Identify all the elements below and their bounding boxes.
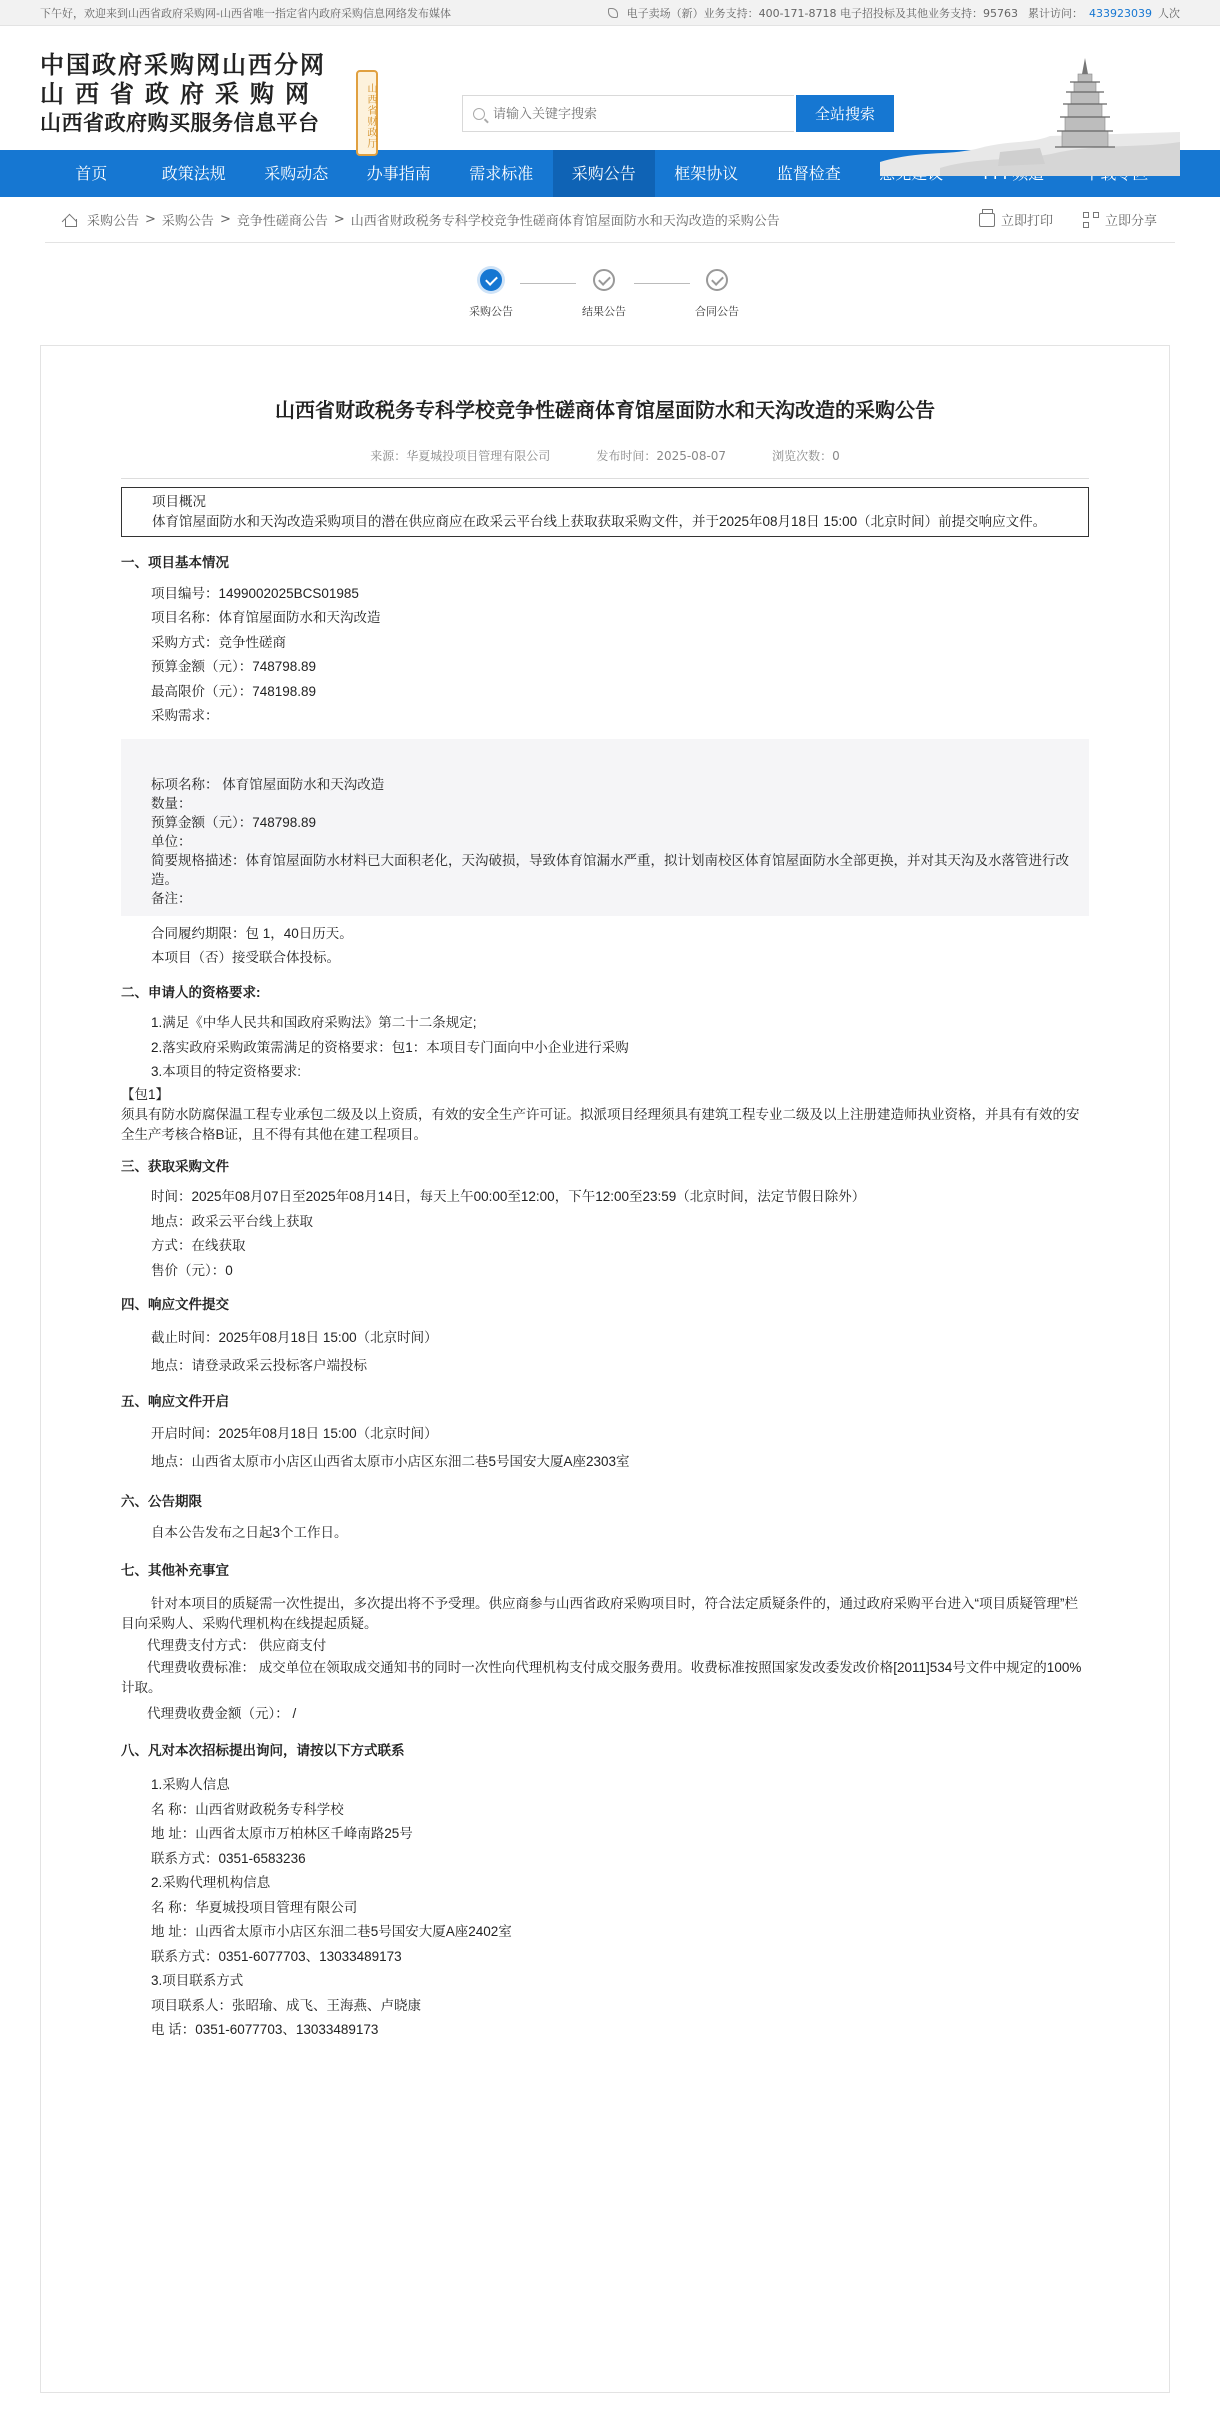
section-heading: 四、响应文件提交 bbox=[121, 1297, 229, 1312]
text-line: 联系方式：0351-6077703、13033489173 bbox=[151, 1948, 402, 1964]
section-heading: 五、响应文件开启 bbox=[121, 1393, 229, 1409]
print-button[interactable] bbox=[979, 210, 1053, 229]
text-line: 代理费支付方式： 供应商支付 bbox=[147, 1637, 327, 1653]
text-line: 名 称：山西省财政税务专科学校 bbox=[151, 1801, 344, 1817]
text-line: 1.采购人信息 bbox=[151, 1777, 230, 1792]
text-line: 名 称：华夏城投项目管理有限公司 bbox=[151, 1899, 358, 1915]
share-button[interactable] bbox=[1083, 210, 1157, 229]
text-line: 【包1】 bbox=[121, 1086, 170, 1102]
site-header bbox=[0, 26, 1220, 150]
text-line: 电 话：0351-6077703、13033489173 bbox=[151, 2022, 379, 2037]
step-purchase-notice[interactable] bbox=[451, 269, 531, 319]
nav-item-policy[interactable]: 政策法规 bbox=[161, 164, 226, 183]
text-line: 时间：2025年08月07日至2025年08月14日，每天上午00:00至12:00，下午12:00至23:59（北京时间，法定节假日除外） bbox=[151, 1189, 866, 1204]
check-circle-icon bbox=[706, 269, 728, 291]
printer-icon bbox=[979, 213, 995, 227]
step-contract-notice[interactable] bbox=[677, 269, 757, 319]
check-circle-icon bbox=[593, 269, 615, 291]
step-label: 合同公告 bbox=[695, 305, 739, 318]
text-line: 售价（元）：0 bbox=[151, 1262, 233, 1278]
print-label: 立即打印 bbox=[1000, 214, 1053, 229]
text-line: 预算金额（元）：748798.89 bbox=[151, 814, 317, 830]
search-box bbox=[462, 95, 794, 132]
step-label: 结果公告 bbox=[582, 305, 626, 318]
step-result-notice[interactable] bbox=[564, 269, 644, 319]
text-paragraph: 代理费收费标准： 成交单位在领取成交通知书的同时一次性向代理机构支付成交服务费用。收费标准按照国家发改委发改价格[2011]534号文件中规定的100%计取。 bbox=[121, 1660, 1082, 1695]
text-line: 代理费收费金额（元）： / bbox=[147, 1706, 297, 1721]
share-label: 立即分享 bbox=[1104, 214, 1157, 229]
notice-views: 浏览次数：0 bbox=[772, 449, 840, 463]
text-line: 简要规格描述：体育馆屋面防水材料已大面积老化，天沟破损，导致体育馆漏水严重，拟计划南校区体育馆屋面防水全部更换，并对其天沟及水落管进行改造。 bbox=[151, 852, 1069, 887]
qr-code-icon bbox=[1083, 212, 1099, 228]
visits-label: 累计访问： bbox=[1028, 7, 1083, 20]
section-heading: 二、申请人的资格要求: bbox=[121, 984, 261, 1000]
text-paragraph: 针对本项目的质疑需一次性提出，多次提出将不予受理。供应商参与山西省政府采购项目时，符合法定质疑条件的，通过政府采购平台进入“项目质疑管理”栏目向采购人、采购代理机构在线提起质疑。 bbox=[121, 1595, 1078, 1631]
text-line: 联系方式：0351-6583236 bbox=[151, 1850, 306, 1866]
breadcrumb-item[interactable]: 采购公告 bbox=[87, 214, 140, 229]
site-logo[interactable] bbox=[40, 50, 380, 137]
section-heading: 七、其他补充事宜 bbox=[121, 1563, 229, 1578]
nav-item-home[interactable]: 首页 bbox=[75, 164, 108, 183]
nav-item-standards[interactable]: 需求标准 bbox=[469, 164, 534, 183]
notice-date: 发布时间：2025-08-07 bbox=[596, 449, 727, 463]
text-line: 1.满足《中华人民共和国政府采购法》第二十二条规定; bbox=[151, 1015, 477, 1030]
section-heading: 三、获取采购文件 bbox=[121, 1158, 229, 1174]
breadcrumb-item[interactable]: 竞争性磋商公告 bbox=[236, 214, 328, 229]
breadcrumb-item[interactable]: 采购公告 bbox=[161, 214, 214, 229]
top-bar bbox=[0, 0, 1220, 26]
hotline-text: 电子卖场（新）业务支持：400-171-8718 电子招投标及其他业务支持：95763 bbox=[626, 7, 1018, 20]
overview-text: 体育馆屋面防水和天沟改造采购项目的潜在供应商应在政采云平台线上获取获取采购文件，并于2025年08月18日 15:00（北京时间）前提交响应文件。 bbox=[152, 514, 1047, 529]
finance-dept-seal: 山西省财政厅 bbox=[356, 70, 378, 156]
text-line: 地 址：山西省太原市小店区东沺二巷5号国安大厦A座2402室 bbox=[151, 1924, 512, 1939]
breadcrumb-separator: > bbox=[145, 212, 156, 227]
text-line: 单位： bbox=[151, 833, 192, 849]
visits-count: 433923039 bbox=[1089, 6, 1152, 20]
text-line: 数量： bbox=[151, 795, 192, 811]
project-overview-box bbox=[121, 487, 1089, 537]
notice-progress-steps bbox=[0, 243, 1220, 343]
section-heading: 一、项目基本情况 bbox=[121, 555, 229, 570]
text-line: 地 址：山西省太原市万柏林区千峰南路25号 bbox=[151, 1826, 413, 1841]
nav-item-framework[interactable]: 框架协议 bbox=[674, 164, 739, 183]
nav-item-guide[interactable]: 办事指南 bbox=[366, 164, 431, 183]
welcome-text: 下午好，欢迎来到山西省政府采购网-山西省唯一指定省内政府采购信息网络发布媒体 bbox=[40, 7, 451, 20]
text-line: 自本公告发布之日起3个工作日。 bbox=[151, 1524, 348, 1540]
text-line: 本项目（否）接受联合体投标。 bbox=[151, 950, 340, 965]
text-line: 采购方式：竞争性磋商 bbox=[151, 634, 286, 650]
text-line: 合同履约期限：包 1，40日历天。 bbox=[151, 925, 353, 941]
text-line: 截止时间：2025年08月18日 15:00（北京时间） bbox=[151, 1329, 438, 1345]
overview-heading: 项目概况 bbox=[152, 494, 206, 509]
text-line: 方式：在线获取 bbox=[151, 1238, 246, 1253]
text-line: 地点：山西省太原市小店区山西省太原市小店区东沺二巷5号国安大厦A座2303室 bbox=[151, 1454, 630, 1469]
text-line: 地点：请登录政采云投标客户端投标 bbox=[151, 1357, 367, 1373]
visits-unit: 人次 bbox=[1158, 7, 1180, 20]
text-line: 地点：政采云平台线上获取 bbox=[151, 1213, 313, 1229]
notice-title: 山西省财政税务专科学校竞争性磋商体育馆屋面防水和天沟改造的采购公告 bbox=[275, 398, 935, 422]
section-heading: 六、公告期限 bbox=[121, 1494, 202, 1509]
pagoda-banner-image bbox=[880, 52, 1180, 176]
text-line: 最高限价（元）：748198.89 bbox=[151, 683, 317, 699]
text-line: 3.本项目的特定资格要求: bbox=[151, 1064, 302, 1079]
breadcrumb bbox=[45, 197, 1175, 243]
notice-card bbox=[40, 345, 1170, 2393]
text-line: 标项名称： 体育馆屋面防水和天沟改造 bbox=[151, 776, 385, 792]
search-input[interactable] bbox=[493, 106, 773, 121]
text-line: 采购需求： bbox=[151, 708, 219, 723]
logo-line-1: 中国政府采购网山西分网 bbox=[40, 50, 326, 79]
section-heading: 八、凡对本次招标提出询问，请按以下方式联系 bbox=[121, 1742, 405, 1758]
text-line: 预算金额（元）：748798.89 bbox=[151, 659, 317, 674]
text-line: 备注： bbox=[151, 890, 192, 906]
nav-item-supervision[interactable]: 监督检查 bbox=[776, 164, 841, 183]
check-circle-icon bbox=[480, 269, 502, 291]
logo-line-2: 山西省政府采购网 bbox=[40, 79, 320, 108]
breadcrumb-current: 山西省财政税务专科学校竞争性磋商体育馆屋面防水和天沟改造的采购公告 bbox=[350, 214, 780, 229]
site-search-button[interactable]: 全站搜索 bbox=[796, 95, 894, 132]
text-line: 开启时间：2025年08月18日 15:00（北京时间） bbox=[151, 1426, 438, 1441]
text-line: 2.采购代理机构信息 bbox=[151, 1875, 271, 1890]
text-line: 3.项目联系方式 bbox=[151, 1973, 244, 1988]
text-line: 项目名称：体育馆屋面防水和天沟改造 bbox=[151, 610, 381, 625]
home-icon[interactable] bbox=[63, 213, 77, 226]
text-line: 项目编号：1499002025BCS01985 bbox=[151, 585, 359, 601]
breadcrumb-separator: > bbox=[333, 212, 345, 227]
notice-body bbox=[121, 487, 1089, 2043]
notice-meta bbox=[41, 447, 1169, 464]
text-paragraph: 须具有防水防腐保温工程专业承包二级及以上资质，有效的安全生产许可证。拟派项目经理须具有建筑工程专业二级及以上注册建造师执业资格，并具有有效的安全生产考核合格B证，且不得有其他在建工程项目。 bbox=[121, 1106, 1080, 1142]
step-label: 采购公告 bbox=[469, 305, 513, 318]
requirements-box bbox=[121, 739, 1089, 916]
text-line: 2.落实政府采购政策需满足的资格要求：包1：本项目专门面向中小企业进行采购 bbox=[151, 1039, 629, 1055]
phone-icon bbox=[608, 8, 618, 18]
search-icon bbox=[473, 108, 485, 120]
nav-item-news[interactable]: 采购动态 bbox=[264, 164, 329, 183]
logo-line-3: 山西省政府购买服务信息平台 bbox=[40, 110, 320, 135]
breadcrumb-separator: > bbox=[219, 212, 231, 227]
text-line: 项目联系人：张昭瑜、成飞、王海燕、卢晓康 bbox=[151, 1997, 421, 2013]
nav-item-notices[interactable]: 采购公告 bbox=[553, 150, 656, 197]
notice-source: 来源：华夏城投项目管理有限公司 bbox=[370, 449, 551, 463]
divider bbox=[121, 478, 1089, 479]
